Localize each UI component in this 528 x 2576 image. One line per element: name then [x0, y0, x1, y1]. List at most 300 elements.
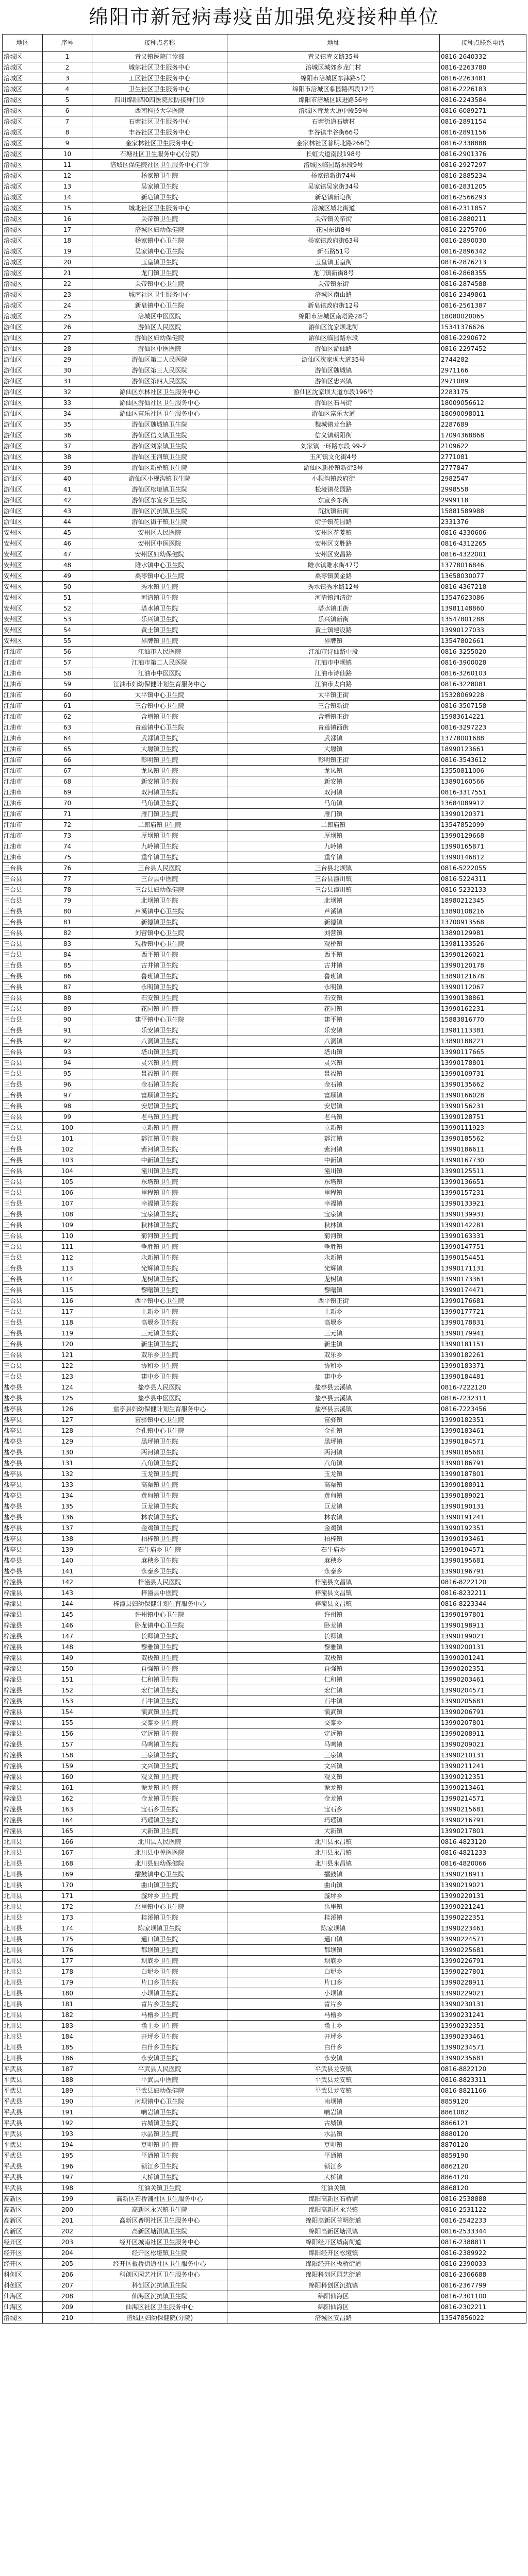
cell-address: 金鸡镇 — [227, 1523, 440, 1534]
cell-no: 108 — [43, 1209, 92, 1220]
cell-site: 里程镇卫生院 — [92, 1188, 227, 1198]
table-row — [3, 2302, 526, 2313]
cell-no: 130 — [43, 1447, 92, 1458]
cell-phone: 0816-8232211 — [440, 1588, 526, 1599]
cell-no: 58 — [43, 668, 92, 679]
cell-district: 梓潼县 — [3, 1653, 43, 1664]
cell-no: 96 — [43, 1079, 92, 1090]
table-row — [3, 73, 526, 84]
cell-district: 平武县 — [3, 2086, 43, 2096]
cell-site: 乐兴镇卫生院 — [92, 614, 227, 625]
table-row — [3, 1609, 526, 1620]
cell-site: 塔水镇卫生院 — [92, 603, 227, 614]
table-row — [3, 387, 526, 398]
cell-address: 坝底乡 — [227, 1956, 440, 1967]
cell-phone: 13890108216 — [440, 906, 526, 917]
cell-phone: 13990111923 — [440, 1123, 526, 1133]
table-row — [3, 138, 526, 149]
cell-phone: 13990127033 — [440, 625, 526, 636]
cell-site: 平通镇卫生院 — [92, 2150, 227, 2161]
cell-no: 91 — [43, 1025, 92, 1036]
cell-phone: 0816-2831205 — [440, 181, 526, 192]
cell-no: 81 — [43, 917, 92, 928]
cell-address: 河清镇河清街 — [227, 592, 440, 603]
cell-address: 紫河镇 — [227, 1144, 440, 1155]
cell-address: 北川县永昌镇 — [227, 1848, 440, 1858]
cell-district: 三台县 — [3, 874, 43, 885]
cell-district: 北川县 — [3, 1869, 43, 1880]
cell-no: 47 — [43, 549, 92, 560]
table-row — [3, 939, 526, 950]
table-row — [3, 365, 526, 376]
cell-district: 平武县 — [3, 2107, 43, 2118]
cell-district: 安州区 — [3, 560, 43, 571]
cell-phone: 13990208911 — [440, 1728, 526, 1739]
cell-address: 涪城区临园路东段9号 — [227, 160, 440, 171]
table-row — [3, 1988, 526, 1999]
table-row — [3, 1534, 526, 1545]
cell-district: 游仙区 — [3, 398, 43, 409]
cell-phone: 0816-7223456 — [440, 1404, 526, 1415]
cell-phone: 13990184571 — [440, 1436, 526, 1447]
cell-district: 北川县 — [3, 1988, 43, 1999]
cell-site: 平武县妇幼保健院 — [92, 2086, 227, 2096]
table-row — [3, 1977, 526, 1988]
cell-address: 漩坪乡 — [227, 1891, 440, 1902]
cell-no: 79 — [43, 895, 92, 906]
cell-site: 金家林社区卫生服务中心 — [92, 138, 227, 149]
cell-district: 梓潼县 — [3, 1696, 43, 1707]
cell-no: 195 — [43, 2150, 92, 2161]
table-row — [3, 279, 526, 290]
cell-site: 梓潼县妇幼保健计划生育服务中心 — [92, 1599, 227, 1609]
cell-phone: 15881589988 — [440, 506, 526, 517]
cell-no: 146 — [43, 1620, 92, 1631]
cell-district: 江油市 — [3, 820, 43, 831]
cell-district: 江油市 — [3, 787, 43, 798]
cell-district: 三台县 — [3, 1307, 43, 1317]
cell-site: 游仙区中医医院 — [92, 344, 227, 354]
cell-no: 183 — [43, 2021, 92, 2031]
cell-phone: 13990207801 — [440, 1718, 526, 1728]
cell-phone: 13990234571 — [440, 2042, 526, 2053]
cell-district: 三台县 — [3, 1101, 43, 1112]
table-row — [3, 1090, 526, 1101]
table-row — [3, 1436, 526, 1447]
cell-district: 三台县 — [3, 1188, 43, 1198]
cell-no: 106 — [43, 1188, 92, 1198]
cell-site: 菊河镇卫生院 — [92, 1231, 227, 1242]
cell-no: 76 — [43, 863, 92, 874]
cell-no: 88 — [43, 993, 92, 1004]
cell-district: 三台县 — [3, 1047, 43, 1058]
cell-address: 三台县北坝镇 — [227, 863, 440, 874]
cell-site: 仁和镇卫生院 — [92, 1674, 227, 1685]
cell-address: 游仙区沈家坝大道35号 — [227, 354, 440, 365]
cell-district: 梓潼县 — [3, 1804, 43, 1815]
cell-address: 金家林社区普明北路266号 — [227, 138, 440, 149]
cell-address: 太平镇正街 — [227, 690, 440, 701]
cell-address: 界牌镇 — [227, 636, 440, 647]
cell-address: 双河镇 — [227, 787, 440, 798]
cell-site: 秋林镇卫生院 — [92, 1220, 227, 1231]
cell-site: 雁门镇卫生院 — [92, 809, 227, 820]
cell-site: 三台县妇幼保健院 — [92, 885, 227, 895]
cell-phone: 0816-2640332 — [440, 52, 526, 62]
cell-no: 174 — [43, 1923, 92, 1934]
cell-phone: 13990191241 — [440, 1512, 526, 1523]
vaccination-sites-table — [2, 34, 526, 2324]
cell-phone: 13990197801 — [440, 1609, 526, 1620]
cell-no: 49 — [43, 571, 92, 582]
cell-address: 绵阳高新区普明街道 — [227, 2215, 440, 2226]
cell-phone: 2971166 — [440, 365, 526, 376]
cell-no: 46 — [43, 538, 92, 549]
cell-district: 涪城区 — [3, 95, 43, 106]
cell-district: 梓潼县 — [3, 1718, 43, 1728]
cell-address: 黄土镇建设路 — [227, 625, 440, 636]
cell-address: 永安镇 — [227, 2053, 440, 2064]
cell-no: 201 — [43, 2215, 92, 2226]
cell-site: 高新区塘汛镇卫生院 — [92, 2226, 227, 2237]
cell-no: 117 — [43, 1307, 92, 1317]
cell-district: 三台县 — [3, 906, 43, 917]
cell-no: 68 — [43, 776, 92, 787]
cell-no: 19 — [43, 246, 92, 257]
cell-phone: 13990171131 — [440, 1263, 526, 1274]
cell-phone: 13778016846 — [440, 560, 526, 571]
cell-no: 138 — [43, 1534, 92, 1545]
cell-no: 54 — [43, 625, 92, 636]
table-row — [3, 1404, 526, 1415]
cell-district: 游仙区 — [3, 517, 43, 528]
cell-site: 太平镇中心卫生院 — [92, 690, 227, 701]
table-row — [3, 1653, 526, 1664]
cell-site: 新生镇卫生院 — [92, 1339, 227, 1350]
cell-district: 涪城区 — [3, 149, 43, 160]
table-row — [3, 2161, 526, 2172]
cell-address: 演武镇 — [227, 1707, 440, 1718]
cell-district: 梓潼县 — [3, 1642, 43, 1653]
cell-no: 6 — [43, 106, 92, 116]
cell-no: 143 — [43, 1588, 92, 1599]
cell-district: 梓潼县 — [3, 1793, 43, 1804]
cell-site: 长卿镇卫生院 — [92, 1631, 227, 1642]
cell-district: 平武县 — [3, 2064, 43, 2075]
cell-address: 青莲镇西街 — [227, 722, 440, 733]
table-row — [3, 1274, 526, 1285]
cell-site: 北川县妇幼保健院 — [92, 1858, 227, 1869]
cell-phone: 13990178831 — [440, 1317, 526, 1328]
cell-address: 富顺镇 — [227, 1090, 440, 1101]
cell-district: 江油市 — [3, 679, 43, 690]
table-row — [3, 2269, 526, 2280]
cell-phone: 13990201241 — [440, 1653, 526, 1664]
cell-site: 安州区中医医院 — [92, 538, 227, 549]
table-row — [3, 495, 526, 506]
table-row — [3, 1339, 526, 1350]
cell-no: 114 — [43, 1274, 92, 1285]
cell-address: 上新乡 — [227, 1307, 440, 1317]
cell-district: 盐亭县 — [3, 1555, 43, 1566]
table-row — [3, 982, 526, 993]
cell-site: 西平镇卫生院 — [92, 950, 227, 960]
cell-phone: 2971089 — [440, 376, 526, 387]
table-row — [3, 798, 526, 809]
cell-district: 平武县 — [3, 2150, 43, 2161]
cell-district: 三台县 — [3, 950, 43, 960]
table-row — [3, 160, 526, 171]
cell-district: 三台县 — [3, 1209, 43, 1220]
cell-site: 游仙区人民医院 — [92, 322, 227, 333]
cell-address: 安州区花菱镇 — [227, 528, 440, 538]
cell-no: 139 — [43, 1545, 92, 1555]
cell-district: 三台县 — [3, 1198, 43, 1209]
cell-district: 涪城区 — [3, 2313, 43, 2324]
cell-district: 游仙区 — [3, 344, 43, 354]
cell-no: 50 — [43, 582, 92, 592]
cell-phone: 13547856022 — [440, 2313, 526, 2324]
cell-district: 梓潼县 — [3, 1761, 43, 1772]
table-header-row — [3, 35, 526, 52]
table-row — [3, 2248, 526, 2259]
cell-address: 八角镇 — [227, 1458, 440, 1469]
cell-site: 永安镇卫生院 — [92, 2053, 227, 2064]
cell-no: 86 — [43, 971, 92, 982]
cell-phone: 13990146812 — [440, 852, 526, 863]
cell-phone: 13990214571 — [440, 1793, 526, 1804]
table-row — [3, 1328, 526, 1339]
cell-site: 两河镇卫生院 — [92, 1447, 227, 1458]
cell-no: 89 — [43, 1004, 92, 1014]
cell-no: 53 — [43, 614, 92, 625]
cell-no: 41 — [43, 484, 92, 495]
cell-address: 刘营镇 — [227, 928, 440, 939]
cell-site: 东塔镇卫生院 — [92, 1177, 227, 1188]
cell-no: 85 — [43, 960, 92, 971]
cell-site: 黄土镇卫生院 — [92, 625, 227, 636]
cell-site: 游仙区东宣乡卫生院 — [92, 495, 227, 506]
cell-district: 三台县 — [3, 1339, 43, 1350]
cell-address: 二郎庙镇 — [227, 820, 440, 831]
table-row — [3, 1382, 526, 1393]
cell-no: 154 — [43, 1707, 92, 1718]
cell-no: 100 — [43, 1123, 92, 1133]
cell-site: 锁江乡卫生院 — [92, 2161, 227, 2172]
cell-no: 163 — [43, 1804, 92, 1815]
cell-no: 87 — [43, 982, 92, 993]
table-row — [3, 1523, 526, 1534]
table-row — [3, 149, 526, 160]
cell-no: 48 — [43, 560, 92, 571]
cell-site: 安州区人民医院 — [92, 528, 227, 538]
cell-address: 绵阳市涪城区临园路西段12号 — [227, 84, 440, 95]
cell-site: 古井镇卫生院 — [92, 960, 227, 971]
table-row — [3, 106, 526, 116]
cell-no: 167 — [43, 1848, 92, 1858]
cell-phone: 2982547 — [440, 473, 526, 484]
cell-site: 光辉镇卫生院 — [92, 1263, 227, 1274]
cell-phone: 13990212351 — [440, 1772, 526, 1783]
cell-address: 芦溪镇 — [227, 906, 440, 917]
cell-site: 小坝镇卫生院 — [92, 1988, 227, 1999]
table-row — [3, 2194, 526, 2205]
cell-phone: 0816-3255020 — [440, 647, 526, 657]
cell-no: 78 — [43, 885, 92, 895]
cell-phone: 0816-3317551 — [440, 787, 526, 798]
cell-address: 平通镇 — [227, 2150, 440, 2161]
cell-no: 83 — [43, 939, 92, 950]
cell-no: 56 — [43, 647, 92, 657]
cell-district: 盐亭县 — [3, 1415, 43, 1426]
table-row — [3, 95, 526, 106]
table-row — [3, 614, 526, 625]
cell-site: 桂溪镇卫生院 — [92, 1912, 227, 1923]
cell-site: 观义镇卫生院 — [92, 1772, 227, 1783]
table-row — [3, 538, 526, 549]
table-row — [3, 268, 526, 279]
cell-phone: 0816-2868355 — [440, 268, 526, 279]
cell-no: 32 — [43, 387, 92, 398]
table-row — [3, 679, 526, 690]
cell-district: 科创区 — [3, 2269, 43, 2280]
cell-site: 协和乡卫生院 — [92, 1361, 227, 1371]
cell-phone: 0816-2885234 — [440, 171, 526, 181]
cell-district: 梓潼县 — [3, 1577, 43, 1588]
cell-district: 三台县 — [3, 1133, 43, 1144]
cell-district: 北川县 — [3, 1967, 43, 1977]
cell-address: 黄甸镇 — [227, 1490, 440, 1501]
cell-site: 大桥镇卫生院 — [92, 2172, 227, 2183]
cell-address: 豢龙镇 — [227, 1783, 440, 1793]
cell-no: 205 — [43, 2259, 92, 2269]
cell-district: 涪城区 — [3, 73, 43, 84]
cell-phone: 17094368868 — [440, 430, 526, 441]
cell-phone: 0816-8223344 — [440, 1599, 526, 1609]
table-row — [3, 1014, 526, 1025]
table-row — [3, 1296, 526, 1307]
cell-district: 江油市 — [3, 690, 43, 701]
cell-no: 60 — [43, 690, 92, 701]
cell-no: 103 — [43, 1155, 92, 1166]
cell-address: 平武县龙安镇 — [227, 2086, 440, 2096]
cell-site: 石牛镇卫生院 — [92, 1696, 227, 1707]
cell-address: 玉河镇文化街4号 — [227, 452, 440, 463]
cell-no: 132 — [43, 1469, 92, 1480]
cell-site: 盐亭县中医医院 — [92, 1393, 227, 1404]
table-row — [3, 203, 526, 214]
cell-phone: 13990120371 — [440, 809, 526, 820]
cell-address: 涪城区南山路 — [227, 290, 440, 300]
cell-address: 观桥镇 — [227, 939, 440, 950]
cell-district: 科创区 — [3, 2280, 43, 2291]
cell-phone: 13990135662 — [440, 1079, 526, 1090]
cell-district: 三台县 — [3, 1350, 43, 1361]
cell-site: 响岩镇卫生院 — [92, 2107, 227, 2118]
table-row — [3, 2053, 526, 2064]
cell-address: 双乐乡 — [227, 1350, 440, 1361]
cell-district: 三台县 — [3, 1274, 43, 1285]
cell-address: 宝泉镇 — [227, 1209, 440, 1220]
table-row — [3, 1750, 526, 1761]
cell-site: 建平镇中心卫生院 — [92, 1014, 227, 1025]
cell-no: 145 — [43, 1609, 92, 1620]
cell-no: 66 — [43, 755, 92, 766]
table-row — [3, 1999, 526, 2010]
cell-district: 江油市 — [3, 755, 43, 766]
cell-district: 安州区 — [3, 538, 43, 549]
cell-no: 148 — [43, 1642, 92, 1653]
cell-phone: 0816-3297223 — [440, 722, 526, 733]
cell-phone: 2771081 — [440, 452, 526, 463]
cell-phone: 13990222351 — [440, 1912, 526, 1923]
cell-district: 盐亭县 — [3, 1501, 43, 1512]
cell-district: 梓潼县 — [3, 1707, 43, 1718]
cell-phone: 13990173361 — [440, 1274, 526, 1285]
cell-district: 三台县 — [3, 1285, 43, 1296]
table-row — [3, 960, 526, 971]
cell-phone: 13990226791 — [440, 1956, 526, 1967]
cell-phone: 13990186611 — [440, 1144, 526, 1155]
cell-site: 都坝镇卫生院 — [92, 1945, 227, 1956]
cell-district: 经开区 — [3, 2248, 43, 2259]
cell-address: 古城镇 — [227, 2118, 440, 2129]
cell-phone: 13990183371 — [440, 1361, 526, 1371]
cell-site: 高渠镇卫生院 — [92, 1480, 227, 1490]
cell-no: 55 — [43, 636, 92, 647]
cell-phone: 13990167730 — [440, 1155, 526, 1166]
table-row — [3, 84, 526, 95]
cell-no: 26 — [43, 322, 92, 333]
cell-phone: 13990129668 — [440, 831, 526, 841]
table-row — [3, 2129, 526, 2140]
cell-site: 安居镇卫生院 — [92, 1101, 227, 1112]
cell-address: 桂溪镇 — [227, 1912, 440, 1923]
table-row — [3, 1912, 526, 1923]
cell-phone: 13990109731 — [440, 1069, 526, 1079]
cell-phone: 13990126021 — [440, 950, 526, 960]
cell-district: 安州区 — [3, 592, 43, 603]
cell-address: 都坝镇 — [227, 1945, 440, 1956]
cell-address: 秀水镇秀水路12号 — [227, 582, 440, 592]
cell-phone: 18090098011 — [440, 409, 526, 419]
cell-phone: 13778001688 — [440, 733, 526, 744]
cell-site: 北坝镇卫生院 — [92, 895, 227, 906]
table-row — [3, 1577, 526, 1588]
cell-address: 游仙区临园路东段 — [227, 333, 440, 344]
cell-district: 游仙区 — [3, 322, 43, 333]
cell-no: 3 — [43, 73, 92, 84]
table-row — [3, 1837, 526, 1848]
cell-address: 游仙区石马街 — [227, 398, 440, 409]
cell-district: 梓潼县 — [3, 1599, 43, 1609]
cell-site: 青片乡卫生院 — [92, 1999, 227, 2010]
cell-no: 122 — [43, 1361, 92, 1371]
cell-phone: 13990189021 — [440, 1490, 526, 1501]
cell-phone: 13990181151 — [440, 1339, 526, 1350]
cell-phone: 0816-4820066 — [440, 1858, 526, 1869]
table-row — [3, 1490, 526, 1501]
cell-site: 玉皇镇卫生院 — [92, 257, 227, 268]
cell-district: 涪城区 — [3, 62, 43, 73]
cell-phone: 0816-2263780 — [440, 62, 526, 73]
cell-phone: 0816-2538888 — [440, 2194, 526, 2205]
cell-district: 仙海区 — [3, 2302, 43, 2313]
table-row — [3, 1101, 526, 1112]
cell-phone: 13990125511 — [440, 1166, 526, 1177]
cell-address: 豆叩镇 — [227, 2140, 440, 2150]
cell-address: 乐安镇 — [227, 1025, 440, 1036]
